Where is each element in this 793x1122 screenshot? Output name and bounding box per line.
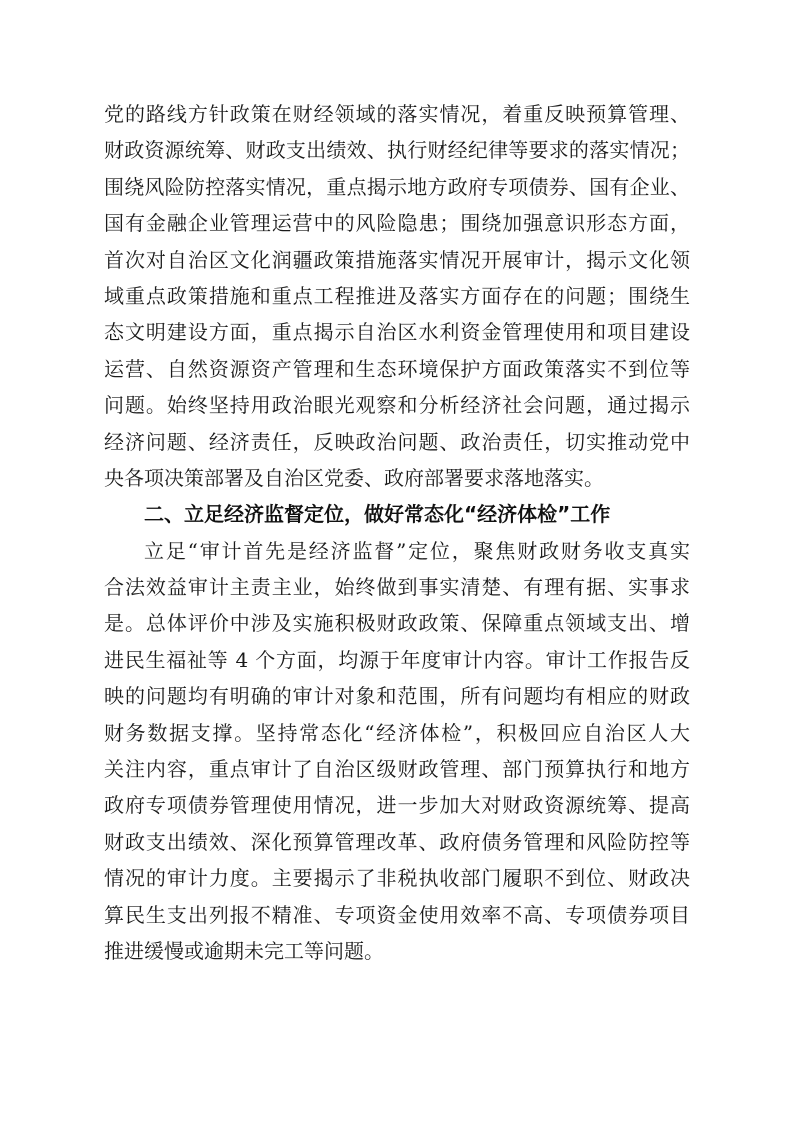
paragraph-line: 财政支出绩效、深化预算管理改革、政府债务管理和风险防控等 — [104, 829, 690, 854]
paragraph-line: 态文明建设方面，重点揭示自治区水利资金管理使用和项目建设 — [104, 320, 690, 345]
paragraph-1 — [104, 96, 690, 496]
paragraph-line: 映的问题均有明确的审计对象和范围，所有问题均有相应的财政 — [104, 684, 690, 709]
paragraph-line: 域重点政策措施和重点工程推进及落实方面存在的问题；围绕生 — [104, 283, 690, 308]
paragraph-2 — [104, 533, 690, 970]
paragraph-line: 推进缓慢或逾期未完工等问题。 — [104, 938, 384, 963]
paragraph-line: 财务数据支撑。坚持常态化“经济体检”，积极回应自治区人大 — [104, 720, 690, 745]
section-heading: 二、立足经济监督定位，做好常态化“经济体检”工作 — [144, 502, 611, 527]
paragraph-line: 财政资源统筹、财政支出绩效、执行财经纪律等要求的落实情况； — [104, 138, 690, 163]
paragraph-line: 情况的审计力度。主要揭示了非税执收部门履职不到位、财政决 — [104, 866, 690, 891]
paragraph-line: 关注内容，重点审计了自治区级财政管理、部门预算执行和地方 — [104, 757, 690, 782]
paragraph-line: 政府专项债券管理使用情况，进一步加大对财政资源统筹、提高 — [104, 793, 690, 818]
paragraph-line: 围绕风险防控落实情况，重点揭示地方政府专项债券、国有企业、 — [104, 174, 690, 199]
paragraph-line: 央各项决策部署及自治区党委、政府部署要求落地落实。 — [104, 465, 604, 490]
paragraph-line: 合法效益审计主责主业，始终做到事实清楚、有理有据、实事求 — [104, 575, 690, 600]
paragraph-line: 算民生支出列报不精准、专项资金使用效率不高、专项债券项目 — [104, 902, 690, 927]
paragraph-line: 经济问题、经济责任，反映政治问题、政治责任，切实推动党中 — [104, 429, 690, 454]
paragraph-line: 国有金融企业管理运营中的风险隐患；围绕加强意识形态方面， — [104, 211, 690, 236]
document-body — [104, 96, 690, 969]
paragraph-line: 问题。始终坚持用政治眼光观察和分析经济社会问题，通过揭示 — [104, 393, 690, 418]
paragraph-line: 进民生福祉等 4 个方面，均源于年度审计内容。审计工作报告反 — [104, 647, 690, 672]
paragraph-line: 是。总体评价中涉及实施积极财政政策、保障重点领域支出、增 — [104, 611, 690, 636]
paragraph-line: 首次对自治区文化润疆政策措施落实情况开展审计，揭示文化领 — [104, 247, 690, 272]
paragraph-line: 运营、自然资源资产管理和生态环境保护方面政策落实不到位等 — [104, 356, 690, 381]
paragraph-line: 立足“审计首先是经济监督”定位，聚焦财政财务收支真实 — [144, 538, 690, 563]
paragraph-line: 党的路线方针政策在财经领域的落实情况，着重反映预算管理、 — [104, 102, 690, 126]
